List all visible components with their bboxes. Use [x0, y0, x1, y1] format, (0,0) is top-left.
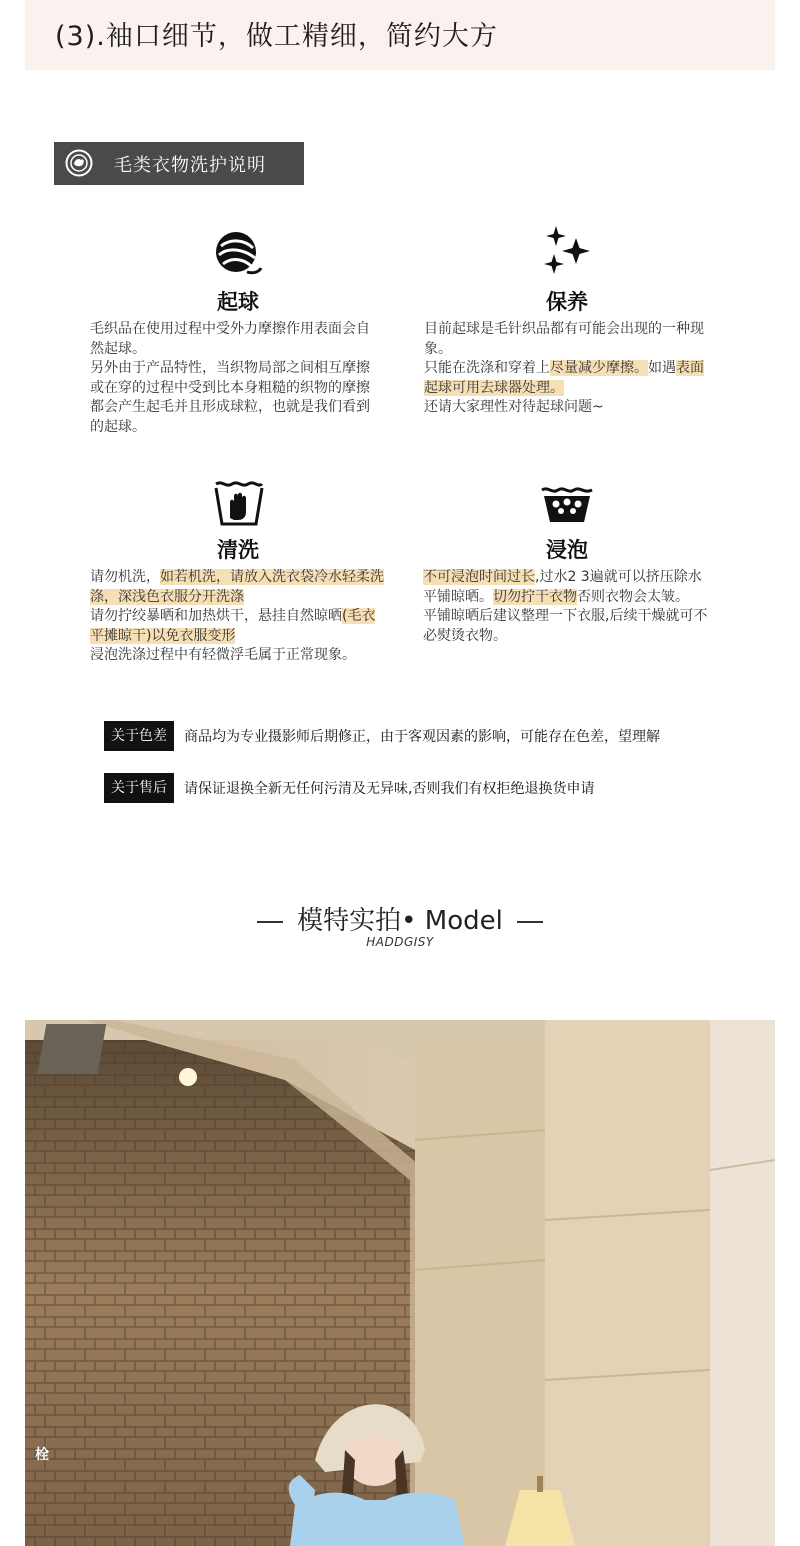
body-text: 浸泡洗涤过程中有轻微浮毛属于正常现象。 — [90, 647, 356, 663]
care-card-paragraph — [424, 320, 712, 359]
care-card-title: 起球 — [217, 290, 259, 314]
care-card-paragraph — [90, 568, 386, 607]
care-card-body — [424, 320, 712, 418]
notice-tag: 关于售后 — [104, 773, 174, 803]
model-title-text: 模特实拍• Model — [297, 906, 503, 936]
care-instructions-header — [54, 142, 304, 185]
highlighted-text: 尽量减少摩擦。 — [550, 360, 648, 376]
care-card-paragraph — [90, 646, 386, 666]
body-text: 只能在洗涤和穿着上 — [424, 360, 550, 376]
highlighted-text: 如若机洗，请放入洗衣袋冷水轻柔洗涤，深浅色衣服分开洗涤 — [90, 569, 384, 605]
care-card-paragraph — [424, 359, 712, 398]
body-text: 请勿机洗， — [90, 569, 160, 585]
care-card-title: 浸泡 — [546, 538, 588, 562]
sparkle-icon — [540, 224, 594, 278]
brand-logo-icon — [65, 149, 93, 177]
soak-basin-icon — [540, 478, 594, 532]
care-card-paragraph — [90, 359, 378, 437]
highlighted-text: 不可浸泡时间过长 — [423, 569, 535, 585]
care-header-title: 毛类衣物洗护说明 — [114, 155, 266, 176]
model-section-title — [0, 900, 800, 937]
body-text: 平铺晾晒后建议整理一下衣服,后续干燥就可不必熨烫衣物。 — [423, 608, 708, 644]
title-dash-right — [517, 921, 543, 923]
care-card-paragraph — [90, 607, 386, 646]
hand-wash-icon — [212, 478, 266, 532]
model-photo — [25, 1020, 775, 1546]
highlighted-text: 切勿拧干衣物 — [493, 588, 577, 605]
yarn-ball-icon — [211, 228, 265, 282]
body-text: 另外由于产品特性，当织物局部之间相互摩擦或在穿的过程中受到比本身粗糙的织物的摩擦都会产生起毛并且形成球粒，也就是我们看到的起球。 — [90, 360, 370, 435]
care-card-paragraph — [423, 607, 711, 646]
body-text: 目前起球是毛针织品都有可能会出现的一种现象。 — [424, 321, 704, 357]
photo-corner-label: 栓 — [35, 1447, 49, 1463]
detail-caption: (3).袖口细节，做工精细，简约大方 — [55, 21, 498, 52]
body-text: ,过水2 3遍就可以挤压除水平铺晾晒。 — [423, 569, 702, 605]
care-card-title: 清洗 — [217, 538, 259, 562]
notice-text: 请保证退换全新无任何污清及无异味,否则我们有权拒绝退换货申请 — [184, 781, 595, 797]
notice-tag: 关于色差 — [104, 721, 174, 751]
care-card-body — [423, 568, 711, 646]
care-card-paragraph — [424, 398, 712, 418]
body-text: 请勿拧绞暴晒和加热烘干，悬挂自然晾晒 — [90, 608, 342, 624]
detail-caption-banner — [25, 0, 775, 70]
care-card-paragraph — [423, 568, 711, 607]
care-card-title: 保养 — [546, 290, 588, 314]
care-card-body — [90, 568, 386, 666]
care-card-body — [90, 320, 378, 437]
model-section-subtitle: HADDGISY — [366, 935, 434, 949]
care-card-paragraph — [90, 320, 378, 359]
notice-text: 商品均为专业摄影师后期修正，由于客观因素的影响，可能存在色差，望理解 — [184, 729, 660, 745]
body-text: 还请大家理性对待起球问题~ — [424, 399, 604, 415]
body-text: 毛织品在使用过程中受外力摩擦作用表面会自然起球。 — [90, 321, 370, 357]
body-text: 否则衣物会太皱。 — [577, 588, 689, 605]
title-dash-left — [257, 921, 283, 923]
model-photo-scene — [25, 1020, 775, 1546]
highlighted-text: (毛衣平摊晾干)以免衣服变形 — [90, 608, 376, 644]
body-text: 如遇 — [648, 360, 676, 376]
highlighted-text: 表面起球可用去球器处理。 — [424, 360, 704, 396]
